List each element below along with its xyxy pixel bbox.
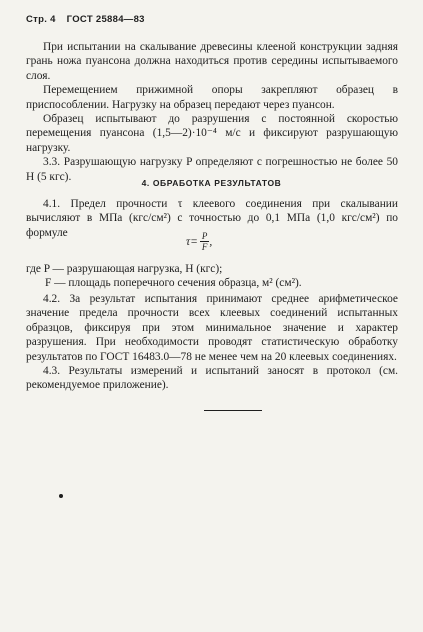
formula-fraction bbox=[200, 231, 213, 252]
paragraph-4-3: 4.3. Результаты измерений и испытаний заносят в протокол (см. рекомендуемое приложение). bbox=[26, 365, 398, 392]
formula-lhs: τ= bbox=[186, 236, 198, 248]
page-number: Стр. 4 bbox=[26, 14, 56, 25]
paragraph-4-1: 4.1. Предел прочности τ клеевого соединения при скалывании вычисляют в МПа (кгс/см²) с точностью до 0,1 МПа (1,0 кгс/см²) по формуле bbox=[26, 198, 398, 239]
paragraph-shear-setup: При испытании на скалывание древесины клееной конструкции задняя грань ножа пуансона должна находиться против середины испытываемого слоя. bbox=[26, 41, 398, 82]
formula-numerator: P bbox=[201, 231, 208, 241]
end-rule bbox=[204, 410, 262, 411]
paragraph-3-3: 3.3. Разрушающую нагрузку P определяют с погрешностью не более 50 Н (5 кгс). bbox=[26, 156, 398, 183]
paragraph-loading-rate: Образец испытывают до разрушения с постоянной скоростью перемещения пуансона (1,5—2)·10⁻⁴ м/с и фиксируют разрушающую нагрузку. bbox=[26, 113, 398, 154]
formula-denominator: F bbox=[201, 242, 208, 252]
page-header bbox=[26, 14, 153, 25]
section-heading: 4. ОБРАБОТКА РЕЗУЛЬТАТОВ bbox=[141, 178, 282, 188]
paragraph-clamping: Перемещением прижимной опоры закрепляют образец в приспособлении. Нагрузку на образец передают через пуансон. bbox=[26, 84, 398, 111]
formula-tail: , bbox=[209, 236, 213, 248]
formula-legend bbox=[26, 262, 398, 291]
results-block bbox=[26, 292, 398, 393]
test-procedure-block bbox=[26, 40, 398, 184]
legend-f: F — площадь поперечного сечения образца, м² (см²). bbox=[45, 277, 302, 290]
shear-strength-formula bbox=[186, 232, 212, 252]
standard-id: ГОСТ 25884—83 bbox=[66, 14, 145, 25]
paragraph-4-2: 4.2. За результат испытания принимают среднее арифметическое значение предела прочности всех клеевых соединений испытанных образцов, фиксируя при этом минимальное значение и характер разрушения. При необходимости проводят статистическую обработку результатов по ГОСТ 16483.0—78 не менее чем на 20 клеевых соединениях. bbox=[26, 293, 398, 363]
legend-p: где P — разрушающая нагрузка, Н (кгс); bbox=[26, 263, 223, 275]
ink-dot bbox=[59, 494, 63, 498]
